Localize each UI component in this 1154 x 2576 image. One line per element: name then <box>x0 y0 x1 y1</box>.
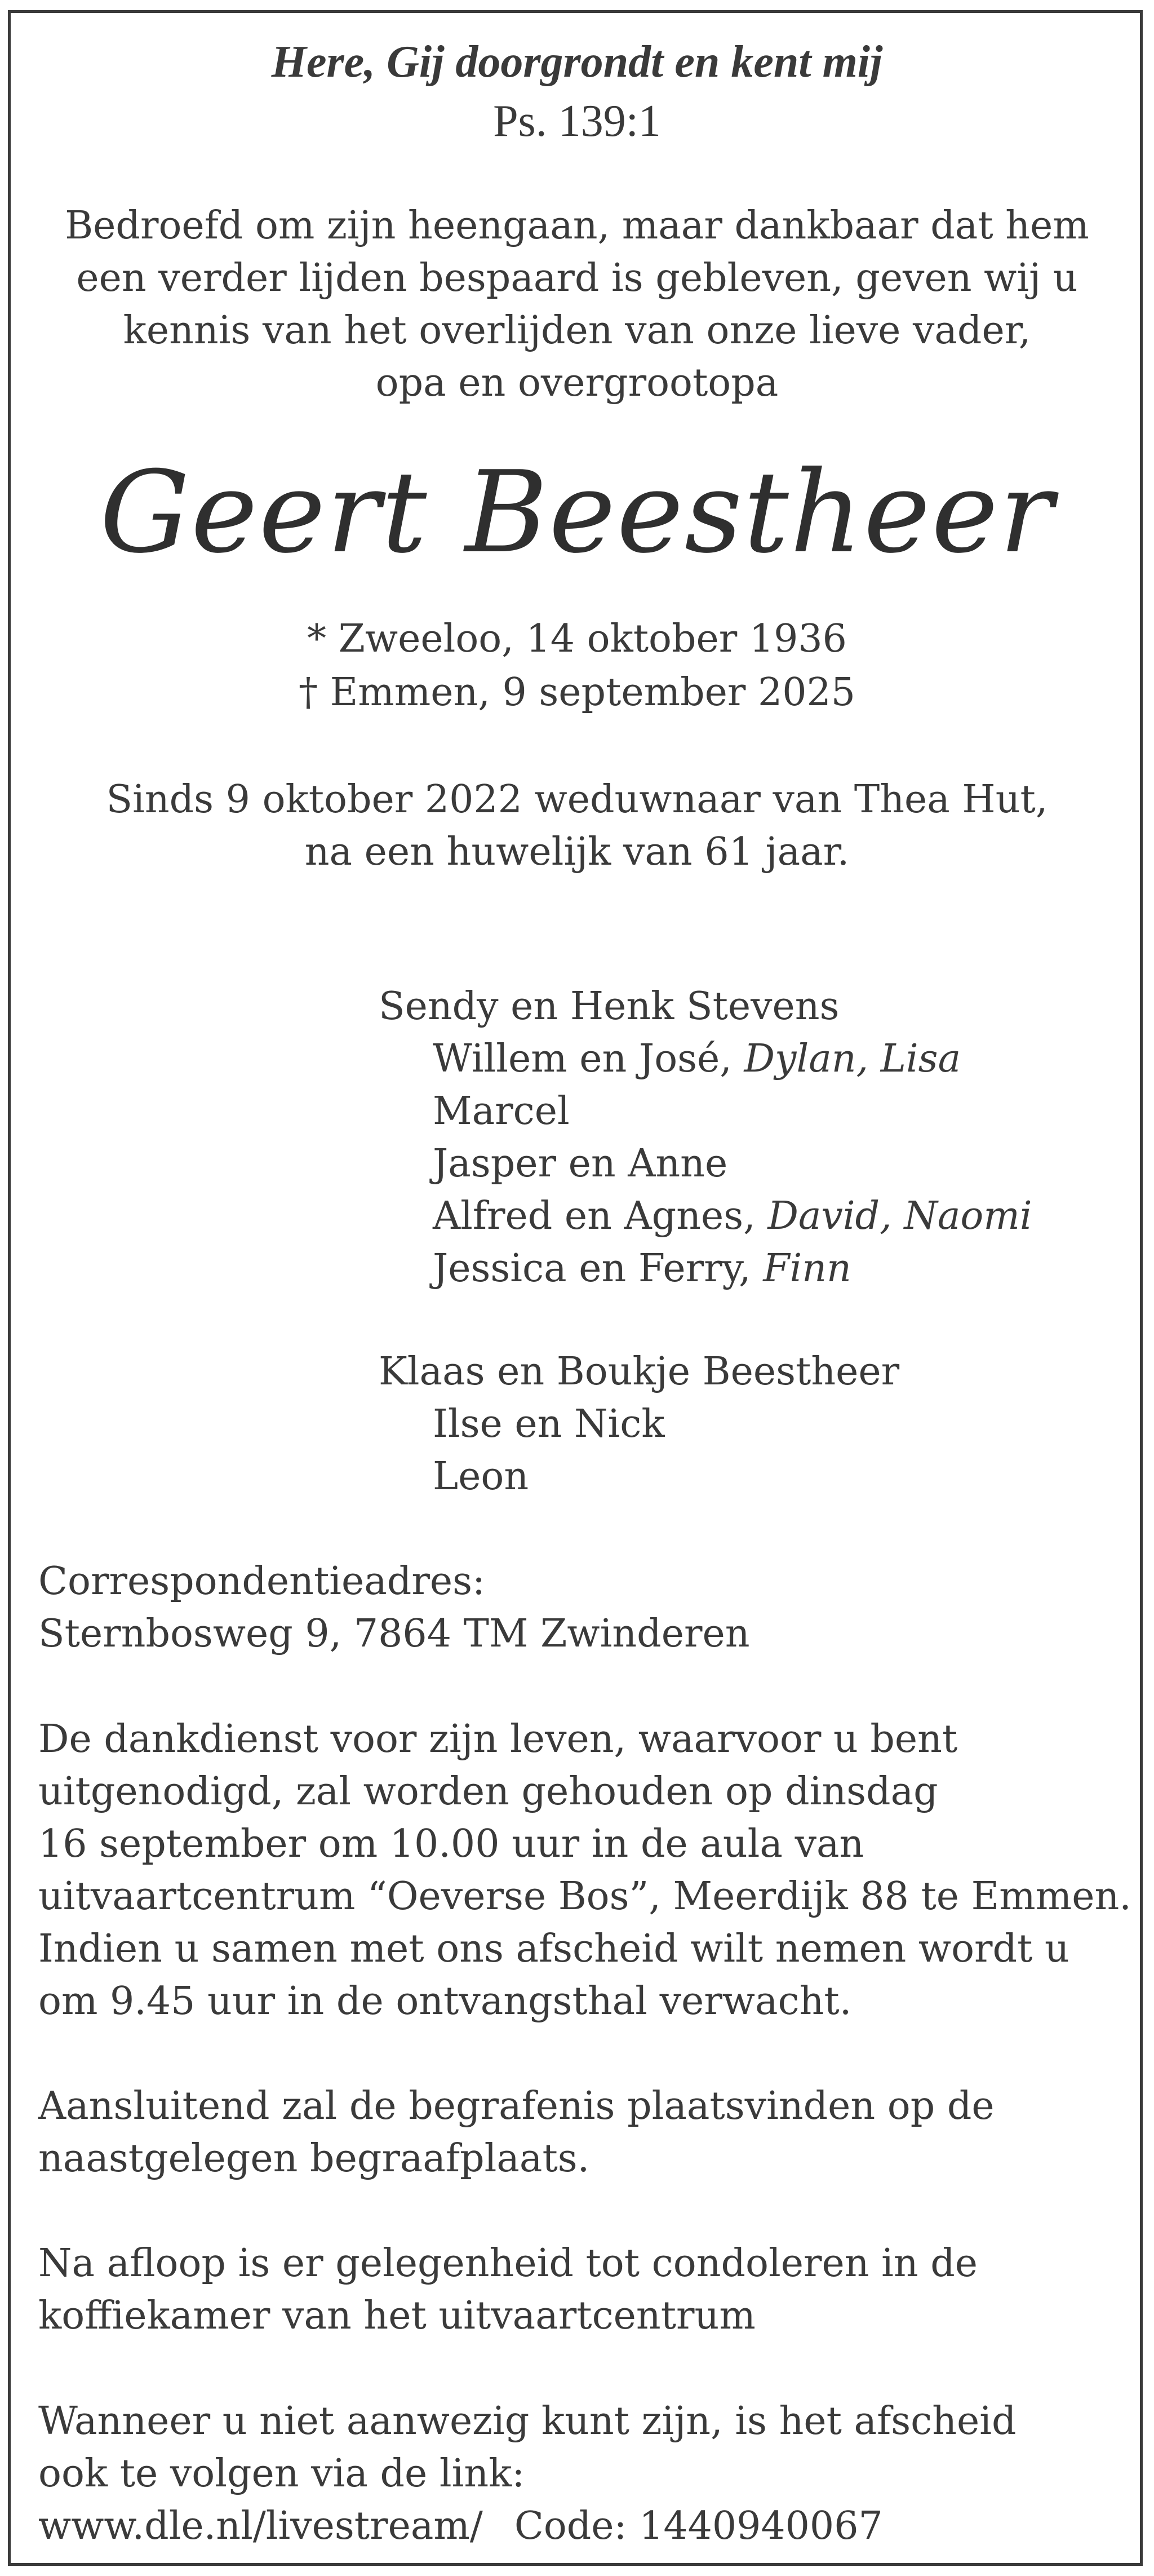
correspondence-label: Correspondentieadres: <box>38 1559 485 1604</box>
widower-line: Sinds 9 oktober 2022 weduwnaar van Thea Hut, <box>106 777 1048 822</box>
burial-line: Aansluitend zal de begrafenis plaatsvinden op de <box>38 2084 995 2128</box>
intro-line: kennis van het overlijden van onze lieve vader, <box>123 308 1031 353</box>
service-line: uitgenodigd, zal worden gehouden op dinsdag <box>38 1769 938 1814</box>
service-line: Indien u samen met ons afscheid wilt nemen wordt u <box>38 1927 1069 1971</box>
death-line: † Emmen, 9 september 2025 <box>298 670 856 715</box>
grandchildren-names: David, Naomi <box>767 1194 1032 1238</box>
family-member: Ilse en Nick <box>433 1402 665 1446</box>
deceased-name: Geert Beestheer <box>100 447 1054 578</box>
condolence-line: Na afloop is er gelegenheid tot condoleren in de <box>38 2241 978 2286</box>
bible-motto: Here, Gij doorgrondt en kent mij <box>271 37 883 87</box>
intro-line: Bedroefd om zijn heengaan, maar dankbaar dat hem <box>65 203 1089 248</box>
family-head: Klaas en Boukje Beestheer <box>379 1349 900 1394</box>
service-line: De dankdienst voor zijn leven, waarvoor u bent <box>38 1717 958 1761</box>
intro-line: een verder lijden bespaard is gebleven, geven wij u <box>76 256 1078 300</box>
grandchildren-names: Finn <box>763 1246 851 1291</box>
burial-line: naastgelegen begraafplaats. <box>38 2136 590 2181</box>
service-line: om 9.45 uur in de ontvangsthal verwacht. <box>38 1979 852 2024</box>
birth-line: * Zweeloo, 14 oktober 1936 <box>307 617 847 661</box>
family-member: Alfred en Agnes, David, Naomi <box>433 1194 1032 1238</box>
bible-verse-reference: Ps. 139:1 <box>493 96 661 146</box>
intro-line: opa en overgrootopa <box>375 361 779 405</box>
family-head: Sendy en Henk Stevens <box>379 984 840 1029</box>
livestream-line: Wanneer u niet aanwezig kunt zijn, is het afscheid <box>38 2399 1017 2444</box>
service-line: 16 september om 10.00 uur in de aula van <box>38 1822 864 1866</box>
family-member: Jessica en Ferry, Finn <box>433 1246 851 1291</box>
family-member: Leon <box>433 1454 529 1499</box>
service-line: uitvaartcentrum “Oeverse Bos”, Meerdijk 88 te Emmen. <box>38 1874 1131 1919</box>
widower-line: na een huwelijk van 61 jaar. <box>304 830 850 874</box>
livestream-link: www.dle.nl/livestream/ <box>38 2504 483 2548</box>
family-member: Jasper en Anne <box>433 1141 728 1186</box>
grandchildren-names: Dylan, Lisa <box>744 1037 961 1081</box>
family-member: Marcel <box>433 1089 570 1134</box>
condolence-line: koffiekamer van het uitvaartcentrum <box>38 2294 756 2338</box>
livestream-line: ook te volgen via de link: <box>38 2451 525 2496</box>
livestream-code: Code: 1440940067 <box>514 2504 883 2548</box>
correspondence-address: Sternbosweg 9, 7864 TM Zwinderen <box>38 1612 750 1656</box>
family-member: Willem en José, Dylan, Lisa <box>433 1037 961 1081</box>
livestream-info <box>38 2504 883 2548</box>
